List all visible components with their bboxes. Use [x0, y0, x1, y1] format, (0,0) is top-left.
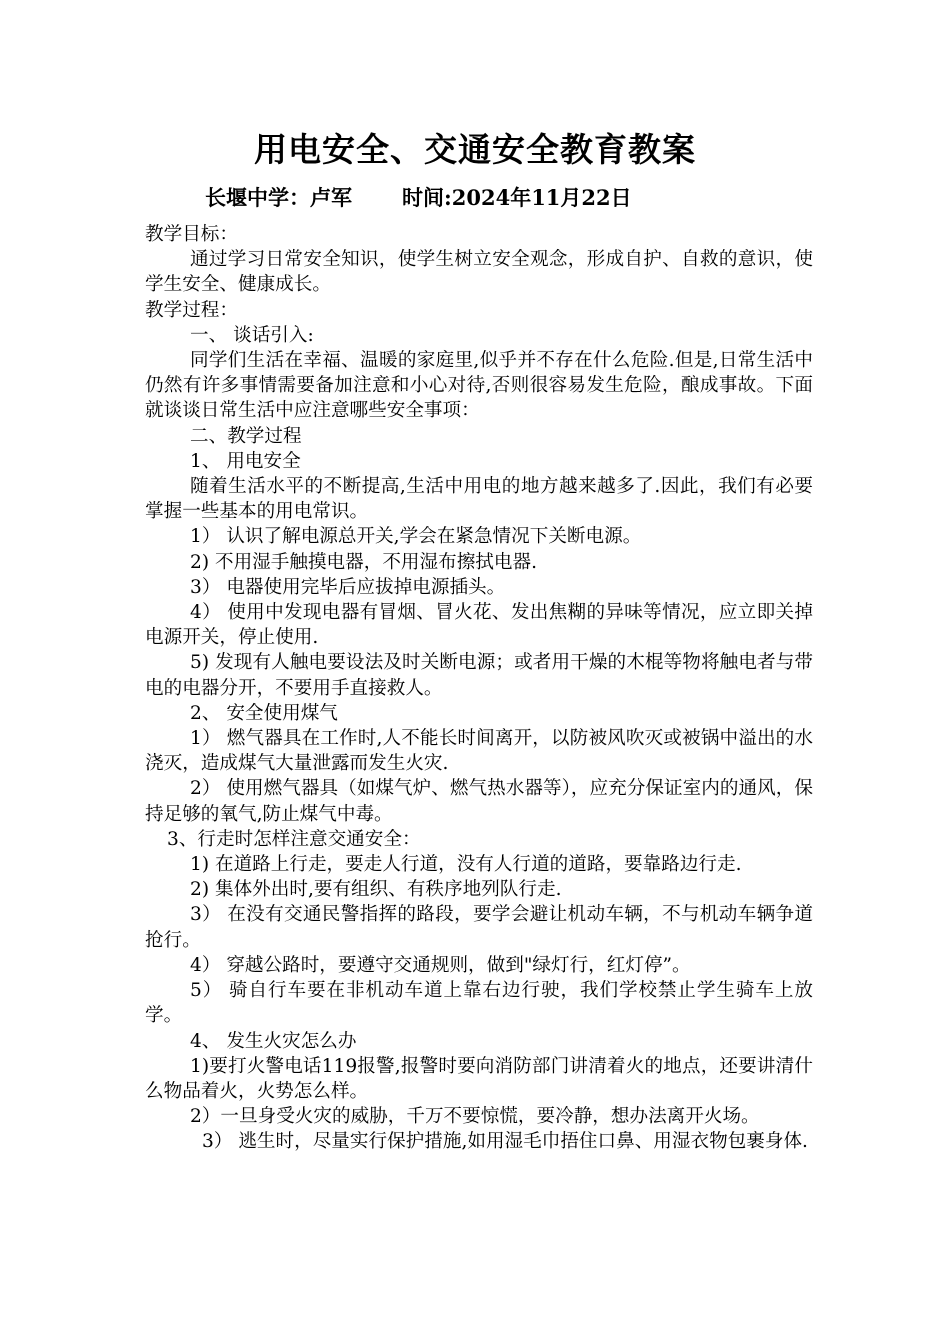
author-label: 长堰中学：卢军: [205, 185, 352, 210]
document-body: [145, 222, 813, 1155]
list-item-fire-1: 1)要打火警电话119报警,报警时要向消防部门讲清着火的地点，还要讲清什么物品着火，火势怎么样。: [145, 1055, 813, 1102]
section-heading-objectives: 教学目标：: [145, 224, 238, 245]
document-title: 用电安全、交通安全教育教案: [254, 130, 696, 169]
date-label: 时间:2024年11月22日: [402, 185, 632, 210]
author-date-line: [205, 183, 632, 213]
paragraph-intro: 同学们生活在幸福、温暖的家庭里,似乎并不存在什么危险.但是,日常生活中仍然有许多事情需要备加注意和小心对待,否则很容易发生危险，酿成事故。下面就谈谈日常生活中应注意哪些安全事项：: [145, 350, 813, 422]
list-item-electricity-2: 2) 不用湿手触摸电器，不用湿布擦拭电器.: [190, 551, 537, 573]
subheading-traffic-safety: 3、行走时怎样注意交通安全：: [167, 828, 421, 850]
list-item-traffic-4: 4） 穿越公路时，要遵守交通规则，做到"绿灯行，红灯停”。: [190, 954, 691, 976]
paragraph-electricity-intro: 随着生活水平的不断提高,生活中用电的地方越来越多了.因此，我们有必要掌握一些基本的用电常识。: [145, 476, 813, 523]
subheading-intro: 一、 谈话引入:: [190, 324, 314, 346]
list-item-electricity-5: 5) 发现有人触电要设法及时关断电源；或者用干燥的木棍等物将触电者与带电的电器分开，不要用手直接救人。: [145, 652, 813, 699]
section-heading-process: 教学过程：: [145, 299, 238, 321]
list-item-traffic-3: 3） 在没有交通民警指挥的路段，要学会避让机动车辆，不与机动车辆争道抢行。: [145, 904, 813, 951]
list-item-fire-2: 2）一旦身受火灾的威胁，千万不要惊慌，要冷静，想办法离开火场。: [190, 1106, 760, 1128]
list-item-traffic-2: 2) 集体外出时,要有组织、有秩序地列队行走.: [190, 879, 562, 901]
subheading-gas-safety: 2、 安全使用煤气: [190, 702, 338, 724]
list-item-electricity-1: 1） 认识了解电源总开关,学会在紧急情况下关断电源。: [190, 526, 642, 548]
list-item-electricity-3: 3） 电器使用完毕后应拔掉电源插头。: [190, 576, 506, 598]
list-item-gas-2: 2） 使用燃气器具（如煤气炉、燃气热水器等），应充分保证室内的通风，保持足够的氧气,防止煤气中毒。: [145, 778, 813, 825]
subheading-electricity-safety: 1、 用电安全: [190, 450, 301, 472]
paragraph-objectives: 通过学习日常安全知识，使学生树立安全观念，形成自护、自救的意识，使学生安全、健康成长。: [145, 249, 813, 296]
list-item-fire-3: 3） 逃生时，尽量实行保护措施,如用湿毛巾捂住口鼻、用湿衣物包裹身体.: [202, 1131, 808, 1153]
list-item-traffic-1: 1) 在道路上行走，要走人行道，没有人行道的道路，要靠路边行走.: [190, 854, 742, 876]
subheading-fire: 4、 发生火灾怎么办: [190, 1030, 357, 1052]
list-item-traffic-5: 5） 骑自行车要在非机动车道上靠右边行驶，我们学校禁止学生骑车上放学。: [145, 980, 813, 1027]
subheading-teaching-process: 二、教学过程: [190, 425, 302, 447]
list-item-gas-1: 1） 燃气器具在工作时,人不能长时间离开，以防被风吹灭或被锅中溢出的水浇灭，造成煤气大量泄露而发生火灾.: [145, 728, 813, 775]
list-item-electricity-4: 4） 使用中发现电器有冒烟、冒火花、发出焦糊的异味等情况，应立即关掉电源开关，停止使用.: [145, 602, 813, 649]
